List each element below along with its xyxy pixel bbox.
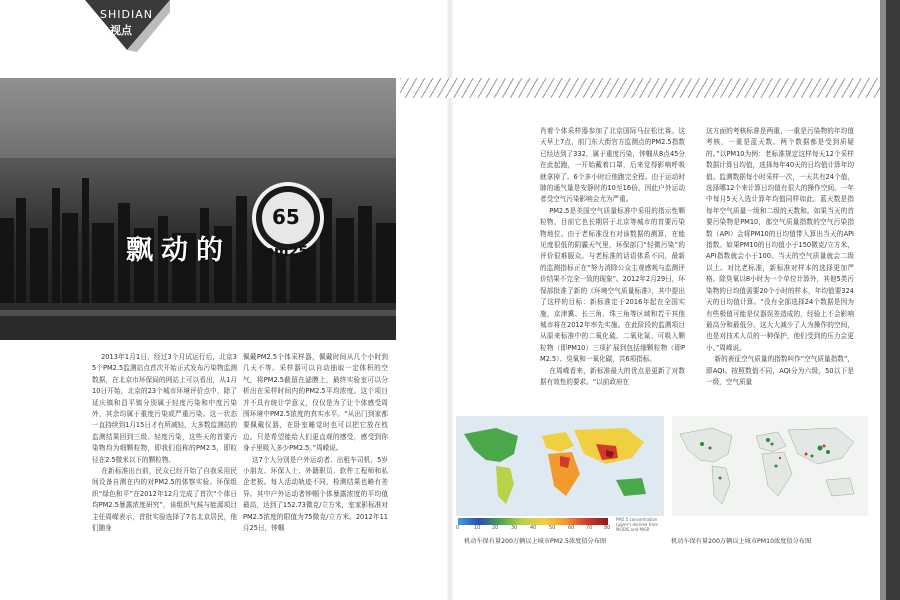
legend-tick: 70 — [586, 525, 593, 531]
map-caption-pm25: 机动车保有量200万辆以上城市PM2.5浓度值分布图 — [464, 538, 607, 545]
legend-tick: 0 — [456, 525, 460, 531]
pm25-world-map — [456, 416, 664, 516]
legend-tick: 40 — [530, 525, 537, 531]
hero-title: 飘动的 — [126, 235, 231, 266]
page-edge-bar — [880, 0, 900, 600]
legend-tick: 80 — [604, 525, 611, 531]
map-caption-pm10: 机动车保有量200万辆以上城市PM10浓度值分布图 — [671, 538, 812, 545]
legend-tick: 30 — [511, 525, 518, 531]
section-label-en: SHIDIAN — [100, 8, 153, 21]
legend-tick: 20 — [492, 525, 499, 531]
article-column-3: 肖着个体采样器参加了北京国际马拉松比赛。这天早上7点，前门东大街官方监测点的PM2.5指数已经达到了332，属于重度污染，钟帼从8点45分在此起跑，一开始戴着口罩，后来觉得影响呼吸就拿掉了。6个多小时后他跑完全程。由于运动时肺的通气量是安静时的10至16倍，因此户外运动者受空气污染影响会尤为严重。 PM2.5是美国空气质量标准中采用的指示性颗粒物，目前它也长期居于北京等城市的首要污染物地位。由于老标准没有对该数据的测算，在能见度很低的阴霾天气里，环保部门“轻微污染”的评价很难服众。与老标准的话语体系不同，最新的监测指标正在“努力消除公众主观感观与监测评价结果不完全一致的现象”。2012年2月29日，环保部批准了新的《环境空气质量标准》，其中提出了这样的目标：新标准定于2016年起在全国实施，京津冀、长三角、珠三角等区域和若干其他城市将在2012年率先实施。在此阶段的监测项目从原来标准中的二氧化硫、二氧化氮、可吸入颗粒物（即PM10）三项扩展到包括细颗粒物（即PM2.5）、臭氧和一氧化碳，共6项指标。 在周嵘看来，新标准最大的优点是更新了对数据有效性的要求。“以前政府在 — [540, 127, 686, 386]
legend-tick: 60 — [568, 525, 575, 531]
pm10-world-map — [672, 416, 868, 516]
section-label-cn: 视点 — [110, 24, 132, 37]
article-column-2: 佩戴PM2.5个体采样器，佩戴时间从几个小时到几天不等。采样器可以自动抽取一定体积的空气，将PM2.5截留在滤膜上，最终实验室可以分析出在采样时间内的PM2.5平均浓度。这个项目并不具有统计学意义，仅仅是为了让个体感受周围环境中PM2.5浓度的真实水平。“从出门到家都要佩戴仪器，在卧室睡觉时也可以把它放在枕边。只是希望能给人们更直观的感受，感受到你身子里吸入多少PM2.5。”周嵘说。 这7个人分别是户外运动者、出租车司机、5岁小朋友、环保人士、外籍职员、软件工程师和私企老板。每人活动轨迹不同，检测结果也略有差异。其中户外运动者钟帼个体暴露浓度的平均值最高，达到了152.73微克/立方米，室家影标准对PM2.5浓度的限值为75微克/立方米。2012年11月25日，钟帼 — [243, 353, 388, 533]
svg-text:65: 65 — [272, 205, 300, 229]
hero-photo — [0, 78, 396, 340]
pm25-logo: pm25 — [264, 244, 309, 260]
legend-tick: 50 — [549, 525, 556, 531]
article-column-1: 2013年1月1日，经过3个月试运行后，北京35个PM2.5监测站点首次开始正式发布污染物监测数据，在北京市环保局的网站上可以看出，从1月10日开始，北京的23个城市环境评价点中，除了延庆镇和昌平镇分别属于轻度污染和中度污染外，其余均属于重度污染或严重污染。这一状态一直持续到1月15日才有所减轻，大多数监测站的监测结果回到三级、轻度污染，这些天的首要污染物均为细颗粒物，即我们俗称的PM2.5，即粒径在2.5微米以下的颗粒物。 在新标准出台前，民众已经开始了自我采用民间设备自测在内的对PM2.5的体察实验。环保组织“绿色和平”在2012年12月完成了首次“个体日均PM2.5暴露浓度研究”，该组织气候与能源项目主任周嵘表示，首批实验选择了7名北京居民，他们随身 — [92, 353, 238, 533]
decorative-stripes — [400, 78, 880, 98]
legend-tick: 10 — [474, 525, 481, 531]
pm25-color-legend — [458, 518, 608, 525]
article-column-4: 这方面的考核标准是两重，一重是污染物的年均值考核，一重是蓝天数。两个数据都是受到质疑的。”以PM10为例：老标准规定这样每天12个采样数据计算日均值，选择每年40天的日均值计算年均值。监测数据每小时采样一次，一天共有24个值，选择哪12个来计算日均值有很大的操作空间。一年中每月5天入选计算年均值同样如此。蓝天数是指每年空气质量一级和二级的天数和。如果当天的首要污染物是PM10，那空气质量指数的空气污染指数（API）会将PM10的日均值带入算出当天的API指数。如果PM10的日均值小于150微克/立方米，API指数就会小于100。当天的空气质量就会二级以上。对比老标准，新标准对样本的选择更加严格。除臭氧以8小时为一个单位计算外，其他5类污染物的日均值需要20个小时的样本，年均值要324天的日均值计算。“没有全部选择24个数据是因为有些极值可能是仪器误差造成的，经验上不会影响最高分和最低分。这大大减少了人为操作的空间，也是对技术人员的一种保护，他们受到的压力会更小。”周嵘说。 新的表征空气质量的指数叫作“空气质量指数”，即AQI。按照数值不同，AQI分为六级，50以下是一级，空气质量 — [706, 127, 854, 386]
legend-label: PM2.5 concentration (μg/m³) derived from MODIS and MISR — [616, 517, 659, 532]
